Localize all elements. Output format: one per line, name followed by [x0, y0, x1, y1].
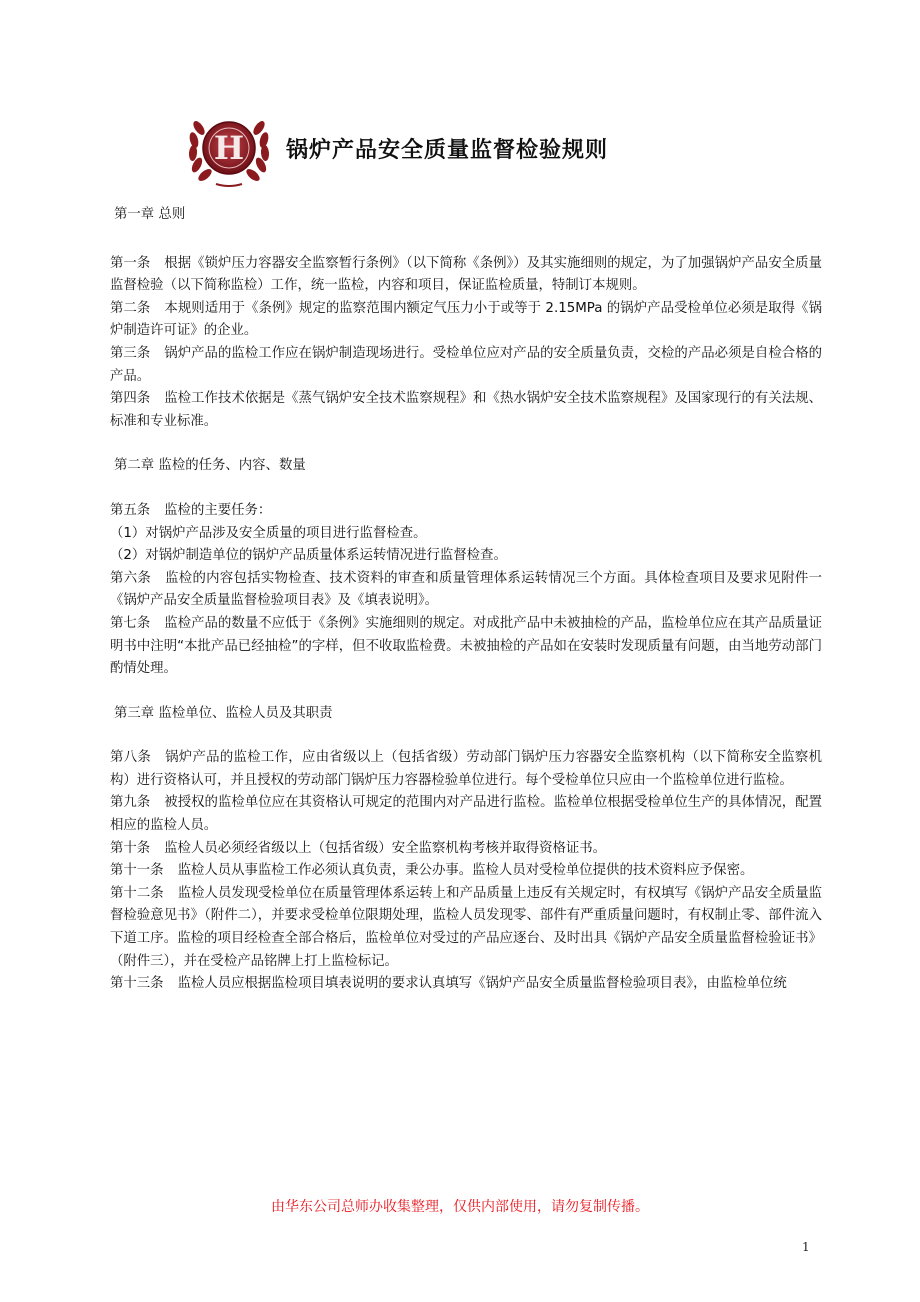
article-paragraph — [110, 343, 822, 388]
article-number: 第七条 — [110, 615, 151, 631]
svg-text:H: H — [213, 129, 245, 167]
article-text: 锅炉产品的监检工作，应由省级以上（包括省级）劳动部门锅炉压力容器安全监察机构（以下简称安全监察机构）进行资格认可，并且授权的劳动部门锅炉压力容器检验单位进行。每个受检单位只应由一个监检单位进行监检。 — [110, 750, 822, 788]
article-paragraph — [110, 860, 822, 883]
article-paragraph — [110, 388, 822, 433]
article-number: 第十二条 — [110, 885, 164, 901]
article-text: 被授权的监检单位应在其资格认可规定的范围内对产品进行监检。监检单位根据受检单位生产的具体情况，配置相应的监检人员。 — [110, 795, 823, 834]
article-text: 监检人员从事监检工作必须认真负责，秉公办事。监检人员对受检单位提供的技术资料应予保密。 — [177, 863, 754, 879]
document-body — [110, 204, 822, 996]
article-text: 监检的内容包括实物检查、技术资料的审查和质量管理体系运转情况三个方面。具体检查项目及要求见附件一《锅炉产品安全质量监督检验项目表》及《填表说明》。 — [110, 570, 822, 609]
article-paragraph — [110, 973, 822, 996]
article-paragraph — [110, 298, 822, 343]
chapter-heading: 第三章 监检单位、监检人员及其职责 — [114, 705, 333, 721]
article-number: 第四条 — [110, 391, 151, 407]
chapter-heading: 第二章 监检的任务、内容、数量 — [114, 458, 306, 474]
document-header — [186, 108, 608, 188]
article-number: 第一条 — [110, 255, 151, 271]
article-paragraph — [110, 838, 822, 861]
article-number: 第十三条 — [110, 976, 164, 992]
article-paragraph — [110, 253, 822, 298]
article-paragraph — [110, 883, 822, 973]
footer-notice: 由华东公司总师办收集整理，仅供内部使用，请勿复制传播。 — [271, 1199, 649, 1215]
article-text: 根据《锁炉压力容器安全监察暂行条例》（以下简称《条例》）及其实施细则的规定，为了加强锅炉产品安全质量监督检验（以下简称监检）工作，统一监检，内容和项目，保证监检质量，特制订本规则。 — [110, 255, 822, 294]
article-text: 监检人员发现受检单位在质量管理体系运转上和产品质量上违反有关规定时，有权填写《锅炉产品安全质量监督检验意见书》（附件二），并要求受检单位限期处理，监检人员发现零、部件有严重质量问题时，有权制止零、部件流入下道工序。监检的项目经检查全部合格后，监检单位对受过的产品应逐台、及时出具《锅炉产品安全质量监督检验证书》（附件三），并在受检产品铭牌上打上监检标记。 — [110, 885, 823, 969]
article-text: 监检的主要任务： — [164, 502, 272, 518]
list-item: （1）对锅炉产品涉及安全质量的项目进行监督检查。 — [110, 525, 427, 541]
article-number: 第十一条 — [110, 863, 164, 879]
article-text: 监检工作技术依据是《蒸气锅炉安全技术监察规程》和《热水锅炉安全技术监察规程》及国家现行的有关法规、标准和专业标准。 — [110, 391, 823, 429]
article-number: 第二条 — [110, 300, 151, 316]
list-item: （2）对锅炉制造单位的锅炉产品质量体系运转情况进行监督检查。 — [110, 548, 507, 564]
article-number: 第九条 — [110, 795, 151, 811]
laurel-wreath-logo-icon — [186, 108, 272, 188]
article-number: 第六条 — [110, 570, 152, 586]
article-number: 第十条 — [110, 840, 151, 856]
article-paragraph — [110, 613, 822, 681]
page-number: 1 — [802, 1240, 810, 1254]
article-text: 本规则适用于《条例》规定的监察范围内额定气压力小于或等于 2.15MPa 的锅炉产品受检单位必须是取得《锅炉制造许可证》的企业。 — [110, 300, 823, 339]
chapter-heading: 第一章 总则 — [114, 207, 186, 222]
article-text: 监检人员应根据监检项目填表说明的要求认真填写《锅炉产品安全质量监督检验项目表》，由监检单位统 — [177, 976, 787, 992]
article-text: 锅炉产品的监检工作应在锅炉制造现场进行。受检单位应对产品的安全质量负责，交检的产品必须是自检合格的产品。 — [110, 345, 823, 384]
article-number: 第五条 — [110, 502, 151, 518]
article-paragraph — [110, 500, 822, 523]
article-text: 监检人员必须经省级以上（包括省级）安全监察机构考核并取得资格证书。 — [164, 840, 607, 856]
article-paragraph — [110, 568, 822, 613]
article-text: 监检产品的数量不应低于《条例》实施细则的规定。对成批产品中未被抽检的产品，监检单位应在其产品质量证明书中注明“本批产品已经抽检”的字样，但不收取监检费。未被抽检的产品如在安装时发现质量有问题，由当地劳动部门酌情处理。 — [110, 615, 823, 677]
article-paragraph — [110, 747, 822, 792]
document-title: 锅炉产品安全质量监督检验规则 — [286, 137, 609, 163]
article-number: 第三条 — [110, 345, 151, 361]
article-paragraph — [110, 792, 822, 837]
article-number: 第八条 — [110, 750, 152, 766]
